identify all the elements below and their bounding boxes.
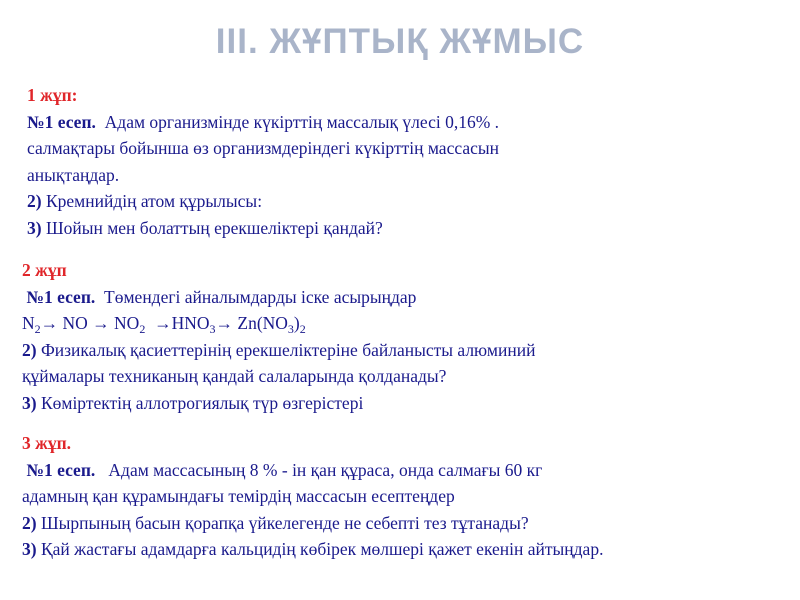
group-1-task-1-line-2: салмақтары бойынша өз организмдеріндегі күкірттің массасын bbox=[27, 138, 499, 158]
group-1-heading: 1 жұп: bbox=[27, 85, 78, 105]
chain-subscript: 2 bbox=[139, 322, 146, 336]
task-label: 3) bbox=[22, 392, 37, 413]
page-title: III. ЖҰПТЫҚ ЖҰМЫС bbox=[215, 22, 585, 61]
group-2-task-3 bbox=[22, 390, 535, 417]
group-1-task-2 bbox=[27, 188, 499, 215]
reaction-chain bbox=[22, 310, 535, 337]
task-text: Адам организмінде күкірттің массалық үлесі 0,16% . bbox=[104, 111, 500, 132]
chain-part: → Zn(NO bbox=[215, 313, 288, 333]
task-text: Көміртектің аллотрогиялық түр өзгерістері bbox=[40, 392, 364, 413]
group-3-task-1-line-1 bbox=[22, 457, 603, 484]
task-text: Адам массасының 8 % - ін қан құраса, онда салмағы 60 кг bbox=[108, 459, 543, 480]
group-1-task-3 bbox=[27, 215, 499, 242]
chain-part: →HNO bbox=[154, 313, 210, 333]
task-text: Шырпының басын қорапқа үйкелегенде не себепті тез тұтанады? bbox=[40, 512, 529, 533]
task-label: 2) bbox=[22, 512, 37, 533]
chain-subscript: 3 bbox=[209, 322, 216, 336]
group-1-task-1-line-3: анықтаңдар. bbox=[27, 164, 120, 185]
group-3 bbox=[22, 430, 603, 563]
group-3-task-2 bbox=[22, 510, 603, 537]
group-3-task-1-line-2: адамның қан құрамындағы темірдің массасын есептеңдер bbox=[22, 486, 455, 506]
task-label: 3) bbox=[22, 539, 37, 559]
group-2 bbox=[22, 257, 535, 416]
task-text: Кремнийдің атом құрылысы: bbox=[45, 191, 263, 211]
group-3-task-3 bbox=[22, 536, 603, 563]
task-label: 2) bbox=[27, 191, 42, 211]
chain-subscript: 2 bbox=[34, 322, 41, 336]
group-1-task-1-line-1 bbox=[27, 109, 499, 136]
group-2-heading: 2 жұп bbox=[22, 260, 67, 280]
task-text: Қай жастағы адамдарға кальцидің көбірек мөлшері қажет екенін айтыңдар. bbox=[40, 539, 604, 559]
chain-subscript: 3 bbox=[287, 322, 294, 336]
group-2-task-1 bbox=[22, 284, 535, 311]
task-label: №1 есеп. bbox=[26, 286, 96, 307]
group-2-task-2-line-2: құймалары техниканың қандай салаларында қолданады? bbox=[22, 366, 447, 386]
chain-part: → NO → NO bbox=[40, 313, 140, 333]
group-1 bbox=[27, 82, 499, 241]
chain-part: N bbox=[22, 313, 35, 333]
task-text: Шойын мен болаттың ерекшеліктері қандай? bbox=[45, 217, 383, 238]
group-3-heading: 3 жұп. bbox=[22, 433, 72, 453]
chain-part: ) bbox=[293, 313, 300, 333]
group-2-task-2-line-1 bbox=[22, 337, 535, 364]
task-label: 2) bbox=[22, 339, 37, 360]
task-text: Физикалық қасиеттерінің ерекшеліктеріне байланысты алюминий bbox=[40, 339, 536, 360]
task-label: №1 есеп. bbox=[26, 459, 96, 480]
chain-subscript: 2 bbox=[299, 322, 306, 336]
task-label: №1 есеп. bbox=[27, 111, 96, 132]
task-text: Төмендегі айналымдарды іске асырыңдар bbox=[104, 286, 417, 307]
task-label: 3) bbox=[27, 217, 42, 238]
